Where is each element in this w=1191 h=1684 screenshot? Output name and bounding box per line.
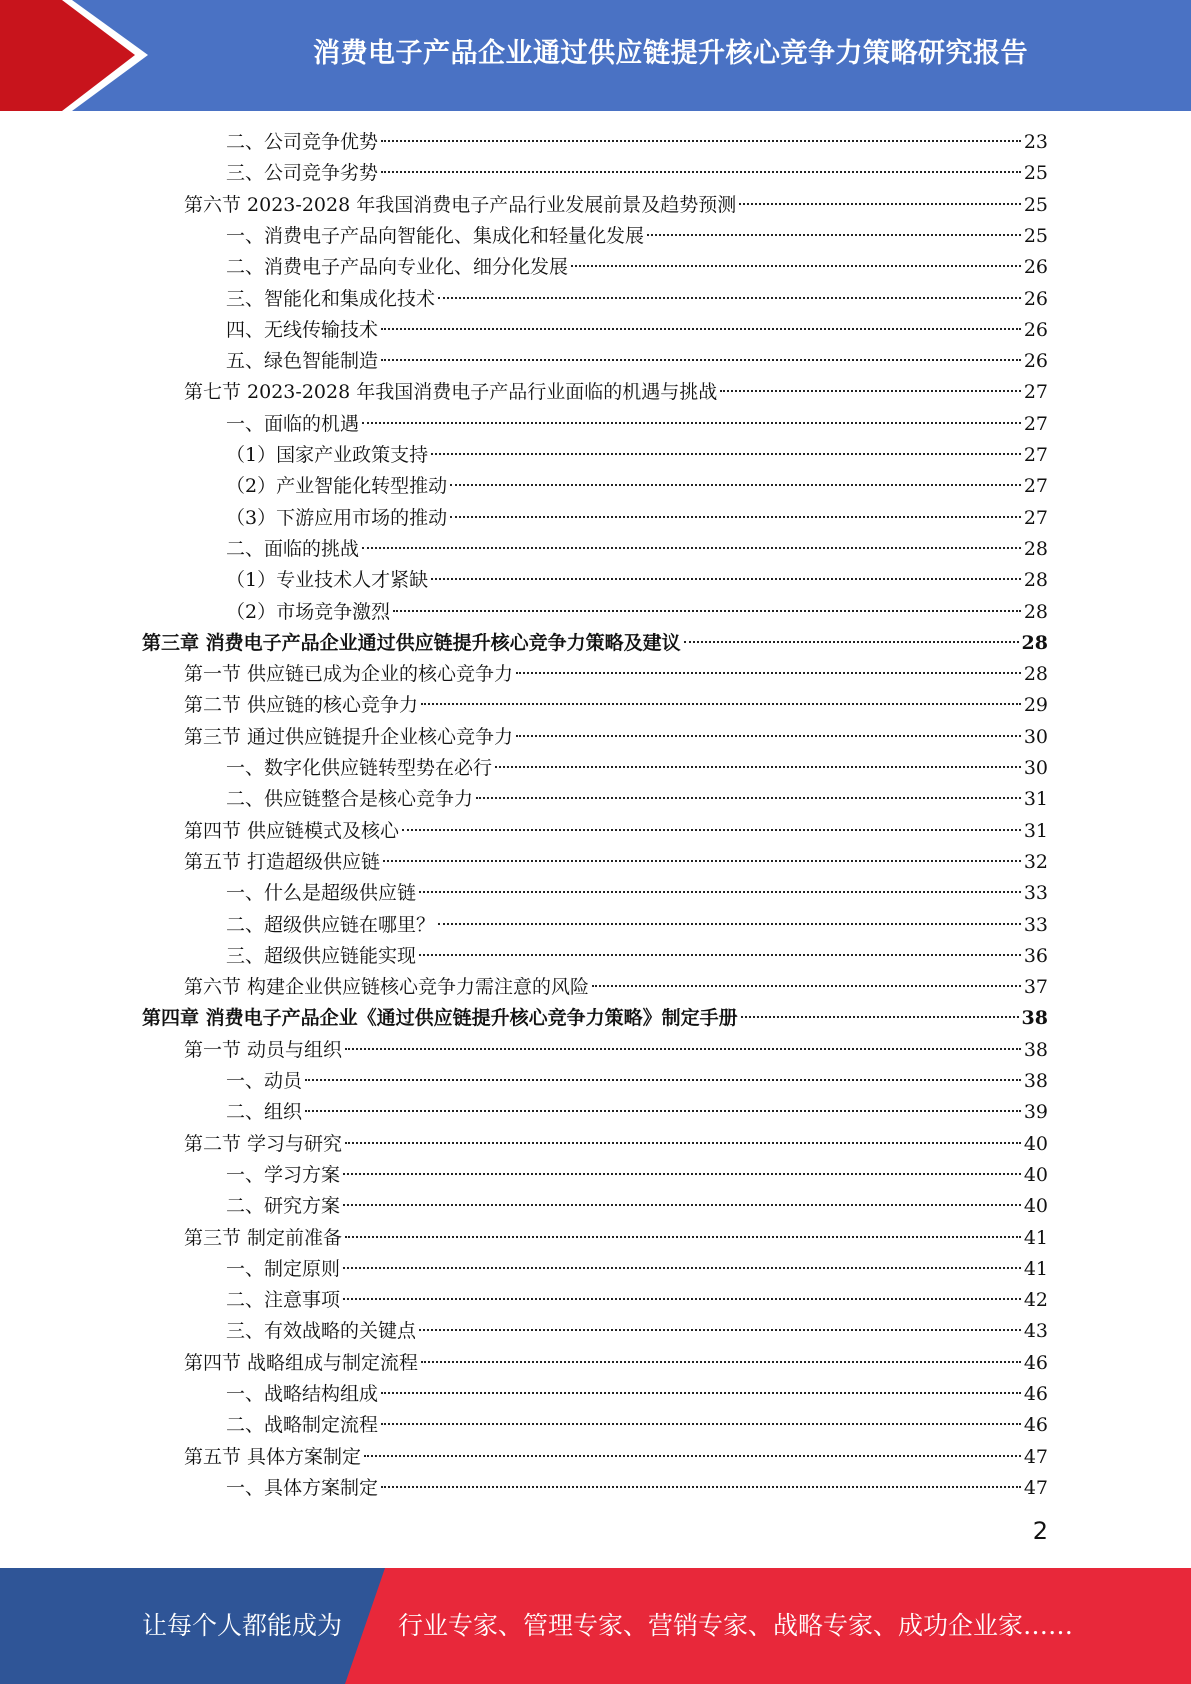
toc-subsection[interactable]	[226, 1410, 1048, 1441]
toc-entry-label: （1）国家产业政策支持	[226, 444, 429, 466]
toc-section[interactable]	[184, 1129, 1048, 1160]
toc-dot-leader	[741, 1016, 1019, 1018]
toc-subsection[interactable]	[226, 1066, 1048, 1097]
toc-entry-page: 26	[1023, 256, 1048, 279]
toc-entry-label: 一、制定原则	[226, 1257, 341, 1280]
toc-subsection[interactable]	[226, 158, 1048, 189]
toc-entry-page: 30	[1023, 757, 1048, 779]
toc-entry-label: 三、智能化和集成化技术	[226, 287, 436, 310]
toc-entry-page: 46	[1023, 1383, 1048, 1405]
toc-section[interactable]	[184, 690, 1048, 721]
toc-entry-label: 四、无线传输技术	[226, 318, 379, 341]
toc-subsection[interactable]	[226, 440, 1048, 471]
toc-entry-label: 第三章 消费电子产品企业通过供应链提升核心竞争力策略及建议	[142, 631, 681, 654]
toc-entry-label: （3）下游应用市场的推动	[226, 506, 448, 529]
toc-subsection[interactable]	[226, 878, 1048, 909]
toc-dot-leader	[720, 390, 1021, 392]
toc-subsection[interactable]	[226, 941, 1048, 972]
toc-subsection[interactable]	[226, 127, 1048, 158]
toc-subsection[interactable]	[226, 409, 1048, 440]
toc-dot-leader	[516, 672, 1021, 674]
toc-dot-leader	[345, 1142, 1021, 1144]
toc-entry-label: 二、供应链整合是核心竞争力	[226, 788, 474, 811]
toc-dot-leader	[419, 954, 1021, 956]
toc-dot-leader	[592, 985, 1021, 987]
toc-entry-page: 28	[1023, 600, 1048, 623]
toc-subsection[interactable]	[226, 753, 1048, 784]
toc-entry-label: 二、公司竞争优势	[226, 131, 379, 153]
toc-entry-page: 40	[1023, 1132, 1048, 1155]
toc-dot-leader	[343, 1267, 1021, 1269]
toc-entry-label: 第一节 供应链已成为企业的核心竞争力	[184, 663, 514, 686]
toc-dot-leader	[343, 1204, 1021, 1206]
toc-entry-label: 第三节 通过供应链提升企业核心竞争力	[184, 725, 514, 748]
toc-entry-label: 第六节 2023-2028 年我国消费电子产品行业发展前景及趋势预测	[184, 193, 737, 216]
toc-dot-leader	[364, 1455, 1021, 1457]
toc-entry-page: 36	[1023, 944, 1048, 967]
toc-entry-page: 29	[1023, 694, 1048, 717]
toc-section[interactable]	[184, 659, 1048, 690]
toc-entry-label: 五、绿色智能制造	[226, 350, 379, 373]
toc-entry-page: 28	[1023, 537, 1048, 560]
toc-section[interactable]	[184, 972, 1048, 1003]
toc-entry-page: 26	[1023, 318, 1048, 341]
toc-entry-page: 42	[1023, 1289, 1048, 1312]
toc-subsection[interactable]	[226, 1285, 1048, 1316]
footer-slogan-right: 行业专家、管理专家、营销专家、战略专家、成功企业家……	[398, 1611, 1074, 1640]
toc-entry-page: 25	[1023, 224, 1048, 247]
toc-entry-page: 25	[1023, 193, 1048, 216]
toc-entry-label: 第一节 动员与组织	[184, 1038, 343, 1061]
toc-dot-leader	[362, 422, 1021, 424]
toc-chapter[interactable]	[142, 1003, 1048, 1034]
toc-entry-label: （1）专业技术人才紧缺	[226, 569, 429, 592]
toc-entry-page: 27	[1023, 381, 1048, 404]
toc-section[interactable]	[184, 190, 1048, 221]
toc-dot-leader	[381, 359, 1021, 361]
toc-entry-label: 三、超级供应链能实现	[226, 944, 417, 967]
toc-subsection[interactable]	[226, 784, 1048, 815]
toc-entry-label: 第二节 供应链的核心竞争力	[184, 694, 419, 717]
toc-entry-page: 30	[1023, 725, 1048, 748]
toc-subsection[interactable]	[226, 252, 1048, 283]
toc-dot-leader	[647, 234, 1021, 236]
toc-entry-page: 41	[1023, 1257, 1048, 1280]
toc-subsection[interactable]	[226, 1473, 1048, 1504]
toc-entry-label: 第三节 制定前准备	[184, 1226, 343, 1249]
toc-dot-leader	[739, 203, 1021, 205]
toc-dot-leader	[381, 328, 1021, 330]
toc-dot-leader	[571, 265, 1021, 267]
page-footer	[0, 1568, 1191, 1684]
toc-chapter[interactable]	[142, 628, 1048, 659]
toc-entry-label: 二、研究方案	[226, 1195, 341, 1218]
toc-entry-page: 38	[1023, 1070, 1048, 1092]
toc-entry-page: 47	[1023, 1445, 1048, 1468]
toc-subsection[interactable]	[226, 471, 1048, 502]
toc-entry-label: 第五节 打造超级供应链	[184, 850, 381, 873]
toc-entry-label: 第二节 学习与研究	[184, 1132, 343, 1155]
toc-subsection[interactable]	[226, 1191, 1048, 1222]
document-title: 消费电子产品企业通过供应链提升核心竞争力策略研究报告	[313, 37, 1028, 69]
toc-entry-label: 一、动员	[226, 1070, 303, 1092]
toc-entry-label: 二、面临的挑战	[226, 537, 360, 560]
toc-section[interactable]	[184, 1223, 1048, 1254]
toc-entry-page: 27	[1023, 444, 1048, 466]
toc-entry-page: 25	[1023, 162, 1048, 185]
toc-entry-page: 23	[1023, 131, 1048, 153]
toc-entry-page: 39	[1023, 1101, 1048, 1124]
toc-section[interactable]	[184, 1348, 1048, 1379]
toc-dot-leader	[450, 516, 1021, 518]
toc-dot-leader	[343, 1298, 1021, 1300]
toc-dot-leader	[438, 923, 1021, 925]
toc-entry-page: 38	[1023, 1038, 1048, 1061]
toc-entry-page: 27	[1023, 412, 1048, 435]
toc-section[interactable]	[184, 1442, 1048, 1473]
toc-subsection[interactable]	[226, 910, 1048, 941]
page-header	[0, 0, 1191, 111]
footer-slogan-left: 让每个人都能成为	[142, 1611, 343, 1640]
toc-subsection[interactable]	[226, 346, 1048, 377]
toc-entry-page: 33	[1023, 882, 1048, 905]
toc-dot-leader	[495, 766, 1021, 768]
toc-dot-leader	[362, 547, 1021, 549]
toc-dot-leader	[419, 891, 1021, 893]
toc-subsection[interactable]	[226, 1254, 1048, 1285]
toc-dot-leader	[402, 829, 1021, 831]
toc-subsection[interactable]	[226, 1379, 1048, 1410]
toc-subsection[interactable]	[226, 503, 1048, 534]
toc-entry-page: 38	[1021, 1007, 1048, 1030]
toc-entry-page: 28	[1023, 569, 1048, 592]
toc-dot-leader	[516, 735, 1021, 737]
toc-entry-label: 一、面临的机遇	[226, 412, 360, 435]
toc-subsection[interactable]	[226, 315, 1048, 346]
toc-entry-label: 第四节 战略组成与制定流程	[184, 1351, 419, 1374]
toc-entry-label: 二、消费电子产品向专业化、细分化发展	[226, 256, 569, 279]
toc-entry-page: 40	[1023, 1195, 1048, 1218]
toc-entry-page: 47	[1023, 1476, 1048, 1499]
toc-dot-leader	[419, 1329, 1021, 1331]
toc-entry-page: 40	[1023, 1163, 1048, 1186]
toc-entry-label: 三、有效战略的关键点	[226, 1320, 417, 1343]
toc-entry-page: 26	[1023, 287, 1048, 310]
toc-entry-page: 27	[1023, 506, 1048, 529]
toc-dot-leader	[305, 1110, 1021, 1112]
toc-dot-leader	[345, 1048, 1021, 1050]
toc-subsection[interactable]	[226, 1160, 1048, 1191]
toc-entry-page: 33	[1023, 913, 1048, 936]
toc-section[interactable]	[184, 816, 1048, 847]
toc-entry-label: 一、学习方案	[226, 1163, 341, 1186]
toc-entry-label: 第四章 消费电子产品企业《通过供应链提升核心竞争力策略》制定手册	[142, 1007, 738, 1030]
toc-section[interactable]	[184, 847, 1048, 878]
toc-dot-leader	[381, 1392, 1021, 1394]
toc-entry-page: 41	[1023, 1226, 1048, 1249]
toc-entry-page: 46	[1023, 1351, 1048, 1374]
toc-entry-label: 二、注意事项	[226, 1289, 341, 1312]
toc-entry-label: 第六节 构建企业供应链核心竞争力需注意的风险	[184, 976, 590, 999]
toc-entry-label: （2）市场竞争激烈	[226, 600, 391, 623]
toc-entry-page: 27	[1023, 475, 1048, 498]
toc-entry-label: 一、数字化供应链转型势在必行	[226, 757, 493, 779]
toc-entry-page: 46	[1023, 1414, 1048, 1437]
toc-dot-leader	[381, 140, 1021, 142]
toc-entry-label: 一、战略结构组成	[226, 1383, 379, 1405]
toc-dot-leader	[345, 1236, 1021, 1238]
toc-subsection[interactable]	[226, 597, 1048, 628]
toc-subsection[interactable]	[226, 534, 1048, 565]
toc-dot-leader	[431, 453, 1021, 455]
toc-dot-leader	[305, 1079, 1021, 1081]
toc-subsection[interactable]	[226, 1097, 1048, 1128]
toc-section[interactable]	[184, 377, 1048, 408]
toc-entry-label: 二、战略制定流程	[226, 1414, 379, 1437]
toc-entry-page: 43	[1023, 1320, 1048, 1343]
toc-entry-label: 一、消费电子产品向智能化、集成化和轻量化发展	[226, 224, 645, 247]
toc-subsection[interactable]	[226, 284, 1048, 315]
toc-entry-page: 32	[1023, 850, 1048, 873]
toc-entry-label: 第四节 供应链模式及核心	[184, 819, 400, 842]
toc-dot-leader	[476, 797, 1021, 799]
toc-entry-label: 第五节 具体方案制定	[184, 1445, 362, 1468]
toc-dot-leader	[684, 641, 1019, 643]
toc-entry-label: 第七节 2023-2028 年我国消费电子产品行业面临的机遇与挑战	[184, 381, 718, 404]
toc-entry-label: 二、组织	[226, 1101, 303, 1124]
toc-subsection[interactable]	[226, 221, 1048, 252]
toc-entry-label: （2）产业智能化转型推动	[226, 475, 448, 498]
toc-dot-leader	[431, 578, 1021, 580]
toc-dot-leader	[381, 171, 1021, 173]
toc-subsection[interactable]	[226, 565, 1048, 596]
toc-entry-page: 31	[1023, 819, 1048, 842]
toc-entry-page: 37	[1023, 976, 1048, 999]
toc-entry-page: 31	[1023, 788, 1048, 811]
toc-entry-page: 28	[1023, 663, 1048, 686]
toc-subsection[interactable]	[226, 1316, 1048, 1347]
toc-dot-leader	[421, 1361, 1021, 1363]
toc-section[interactable]	[184, 1035, 1048, 1066]
toc-dot-leader	[393, 610, 1021, 612]
toc-section[interactable]	[184, 722, 1048, 753]
toc-entry-page: 28	[1021, 631, 1048, 654]
toc-entry-label: 二、超级供应链在哪里？	[226, 913, 436, 936]
toc-dot-leader	[381, 1486, 1021, 1488]
toc-entry-page: 26	[1023, 350, 1048, 373]
toc-dot-leader	[450, 484, 1021, 486]
page-number: 2	[1032, 1517, 1048, 1545]
toc-dot-leader	[421, 703, 1021, 705]
toc-entry-label: 一、具体方案制定	[226, 1476, 379, 1499]
toc-dot-leader	[438, 297, 1021, 299]
toc-entry-label: 三、公司竞争劣势	[226, 162, 379, 185]
toc-dot-leader	[381, 1423, 1021, 1425]
toc-entry-label: 一、什么是超级供应链	[226, 882, 417, 905]
toc-dot-leader	[383, 860, 1021, 862]
toc-dot-leader	[343, 1173, 1021, 1175]
